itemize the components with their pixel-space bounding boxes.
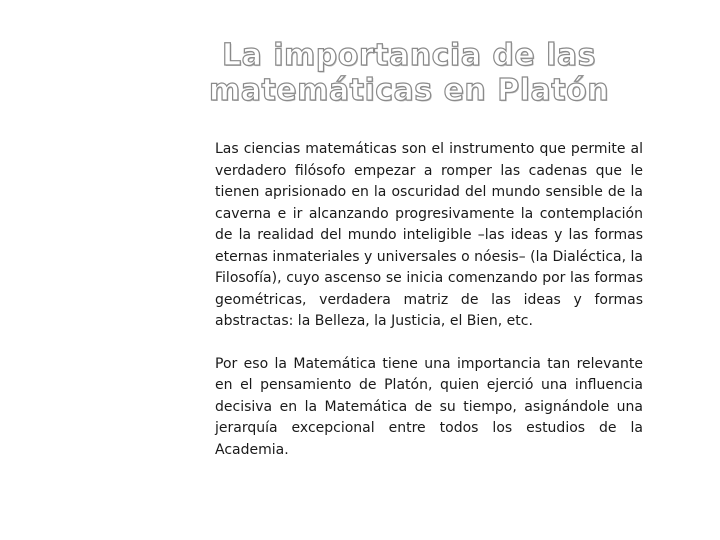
body-paragraph-1: Las ciencias matemáticas son el instrumento que permite al verdadero filósofo empezar a romper las cadenas que le tienen aprisionado en la oscuridad del mundo sensible de la caverna e ir alcanzando progresivamente la contemplación de la realidad del mundo inteligible –las ideas y las formas eternas inmateriales y universales o nóesis– (la Dialéctica, la Filosofía), cuyo ascenso se inicia comenzando por las formas geométricas, verdadera matriz de las ideas y formas abstractas: la Belleza, la Justicia, el Bien, etc.	[215, 141, 643, 329]
slide-title-line-2: matemáticas en Platón	[208, 73, 610, 108]
slide-body	[215, 139, 643, 461]
body-paragraph-2: Por eso la Matemática tiene una importancia tan relevante en el pensamiento de Platón, quien ejerció una influencia decisiva en la Matemática de su tiempo, asignándole una jerarquía excepcional entre todos los estudios de la Academia.	[215, 355, 643, 458]
slide-title	[150, 38, 668, 108]
slide-title-line-1: La importancia de las	[221, 38, 597, 73]
